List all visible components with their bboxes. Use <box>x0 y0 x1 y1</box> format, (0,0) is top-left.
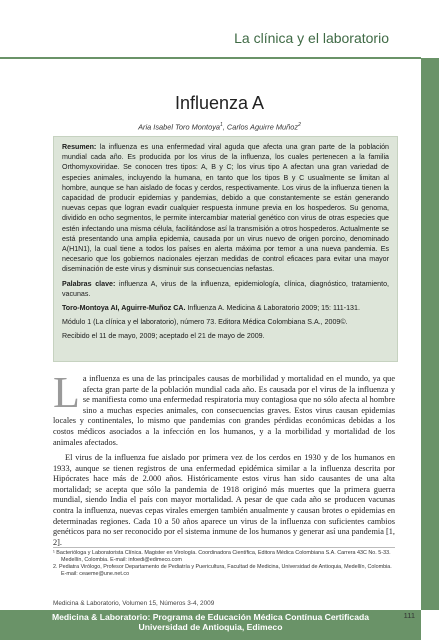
author-separator: , <box>222 122 227 132</box>
footnote-divider <box>53 547 395 548</box>
author-1-footnote-mark: 1 <box>220 122 223 128</box>
citation-authors: Toro-Montoya AI, Aguirre-Muñoz CA. <box>62 304 186 313</box>
journal-citation-line: Medicina & Laboratorio, Volumen 15, Números 3-4, 2009 <box>53 600 215 607</box>
citation-details: Influenza A. Medicina & Laboratorio 2009; 15: 111-131. <box>187 304 360 313</box>
paragraph-1-text: a influenza es una de las principales causas de morbilidad y mortalidad en el mundo, ya que afecta gran parte de la población mundial cada año. Es causada por el virus de la influenza y se manifiesta como una enfermedad respiratoria muy contagiosa que no sólo afecta al hombre sino a muchas especies animales, con consecuencias graves. Estos virus causan epidemias locales y continentales, lo mismo que pandemias con grandes pérdidas económicas debidas a los costos médicos asociados a la infección en los humanos, y a la morbilidad y mortalidad de los animales afectados. <box>53 374 395 447</box>
footnotes <box>53 550 395 578</box>
footer-program-line-1: Medicina & Laboratorio: Programa de Educación Médica Contínua Certificada <box>51 612 370 622</box>
received-line: Recibido el 11 de mayo, 2009; aceptado el 21 de mayo de 2009. <box>62 332 265 341</box>
keywords-paragraph <box>62 279 389 299</box>
article-title: Influenza A <box>174 93 265 113</box>
drop-cap: L <box>53 368 80 417</box>
footer-program-line-2: Universidad de Antioquia, Edimeco <box>138 622 283 633</box>
author-2-footnote-mark: 2 <box>298 122 301 128</box>
footnote-1: ¹ Bacterióloga y Laboratorista Clínica. Magister en Virología. Coordinadora Científica, Editora Médica Colombiana S.A. Carrera 43C No. 5-33. Medellín, Colombia. E-mail: infoedi@edimeco.com <box>53 550 391 563</box>
abstract-box <box>53 136 398 362</box>
page-number: 111 <box>403 611 415 620</box>
citation-paragraph <box>62 303 389 313</box>
module-line: Módulo 1 (La clínica y el laboratorio), número 73. Editora Médica Colombiana S.A., 2009©. <box>62 318 348 327</box>
footnote-2: 2. Pediatra Virólogo, Profesor Departamento de Pediatría y Puericultura, Facultad de Medicina, Universidad de Antioquia, Medellín, Colombia. E-mail: ceaeme@une.net.co <box>53 564 392 577</box>
author-1-name: Aria Isabel Toro Montoya <box>138 122 220 132</box>
keywords-text: influenza A, virus de la influenza, epidemiología, clínica, diagnóstico, tratamiento, vacunas. <box>62 279 389 298</box>
side-accent-strip <box>421 58 439 610</box>
body-paragraph-2 <box>53 453 395 548</box>
abstract-label: Resumen: <box>62 143 97 151</box>
abstract-text: la influenza es una enfermedad viral aguda que afecta una gran parte de la población mundial cada año. Es producida por los virus de la influenza, los cuales pertenecen a la familia Orthomyxoviridae. Se conocen tres tipos: A, B y C; los virus tipo A afectan una gran variedad de especies animales, incluyendo la humana, en tanto que los tipos B y C usualmente se limitan al hombre, aunque se han aislado de focas y cerdos, respectivamente. Los virus de la influenza tienen la capacidad de producir epidemias y pandemias, debido a que constantemente se están generando nuevas cepas que logran evadir cualquier respuesta inmune previa en los hospederos. Su genoma, dividido en ocho segmentos, le permite intercambiar material genético con virus de otras especies que estén infectando una misma célula, facilitándose así la transmisión a otros hospederos. Actualmente se está presentando una amplia epidemia, causada por un virus nuevo de origen porcino, denominado A(H1N1), la cual tiene a todos los países en alerta máxima por temor a una nueva pandemia. Es necesario que los gobiernos nacionales ejerzan medidas de control eficaces para evitar una mayor diseminación de este virus y disminuir sus consecuencias nefastas. <box>62 143 389 274</box>
footer-program-text <box>0 612 421 633</box>
paragraph-2-text: El virus de la influenza fue aislado por primera vez de los cerdos en 1930 y de los humanos en 1933, aunque se tienen registros de una enfermedad epidémica similar a la influenza descrita por Hipócrates hace más de 2.000 años. Históricamente estos virus han sido causantes de una alta mortalidad; se acepta que sólo la pandemia de 1918 originó más muertes que la primera guerra mundial, siendo India el país con mayor mortalidad. A pesar de que cada año se producen vacunas contra la influenza, nuevas cepas virales emergen también anualmente y causan brotes o epidemias en determinadas regiones. Cada 10 a 50 años aparece un virus de la influenza con suficientes cambios genéticos para no ser reconocido por el sistema inmune de los humanos y generar así una pandemia [1, 2]. <box>53 453 395 547</box>
abstract-paragraph <box>62 142 389 275</box>
author-line <box>0 122 439 131</box>
author-2-name: Carlos Aguirre Muñoz <box>226 122 299 132</box>
header-rule <box>0 57 421 59</box>
section-header-title: La clínica y el laboratorio <box>234 30 389 46</box>
body-paragraph-1 <box>53 368 395 448</box>
keywords-label: Palabras clave: <box>62 279 116 288</box>
